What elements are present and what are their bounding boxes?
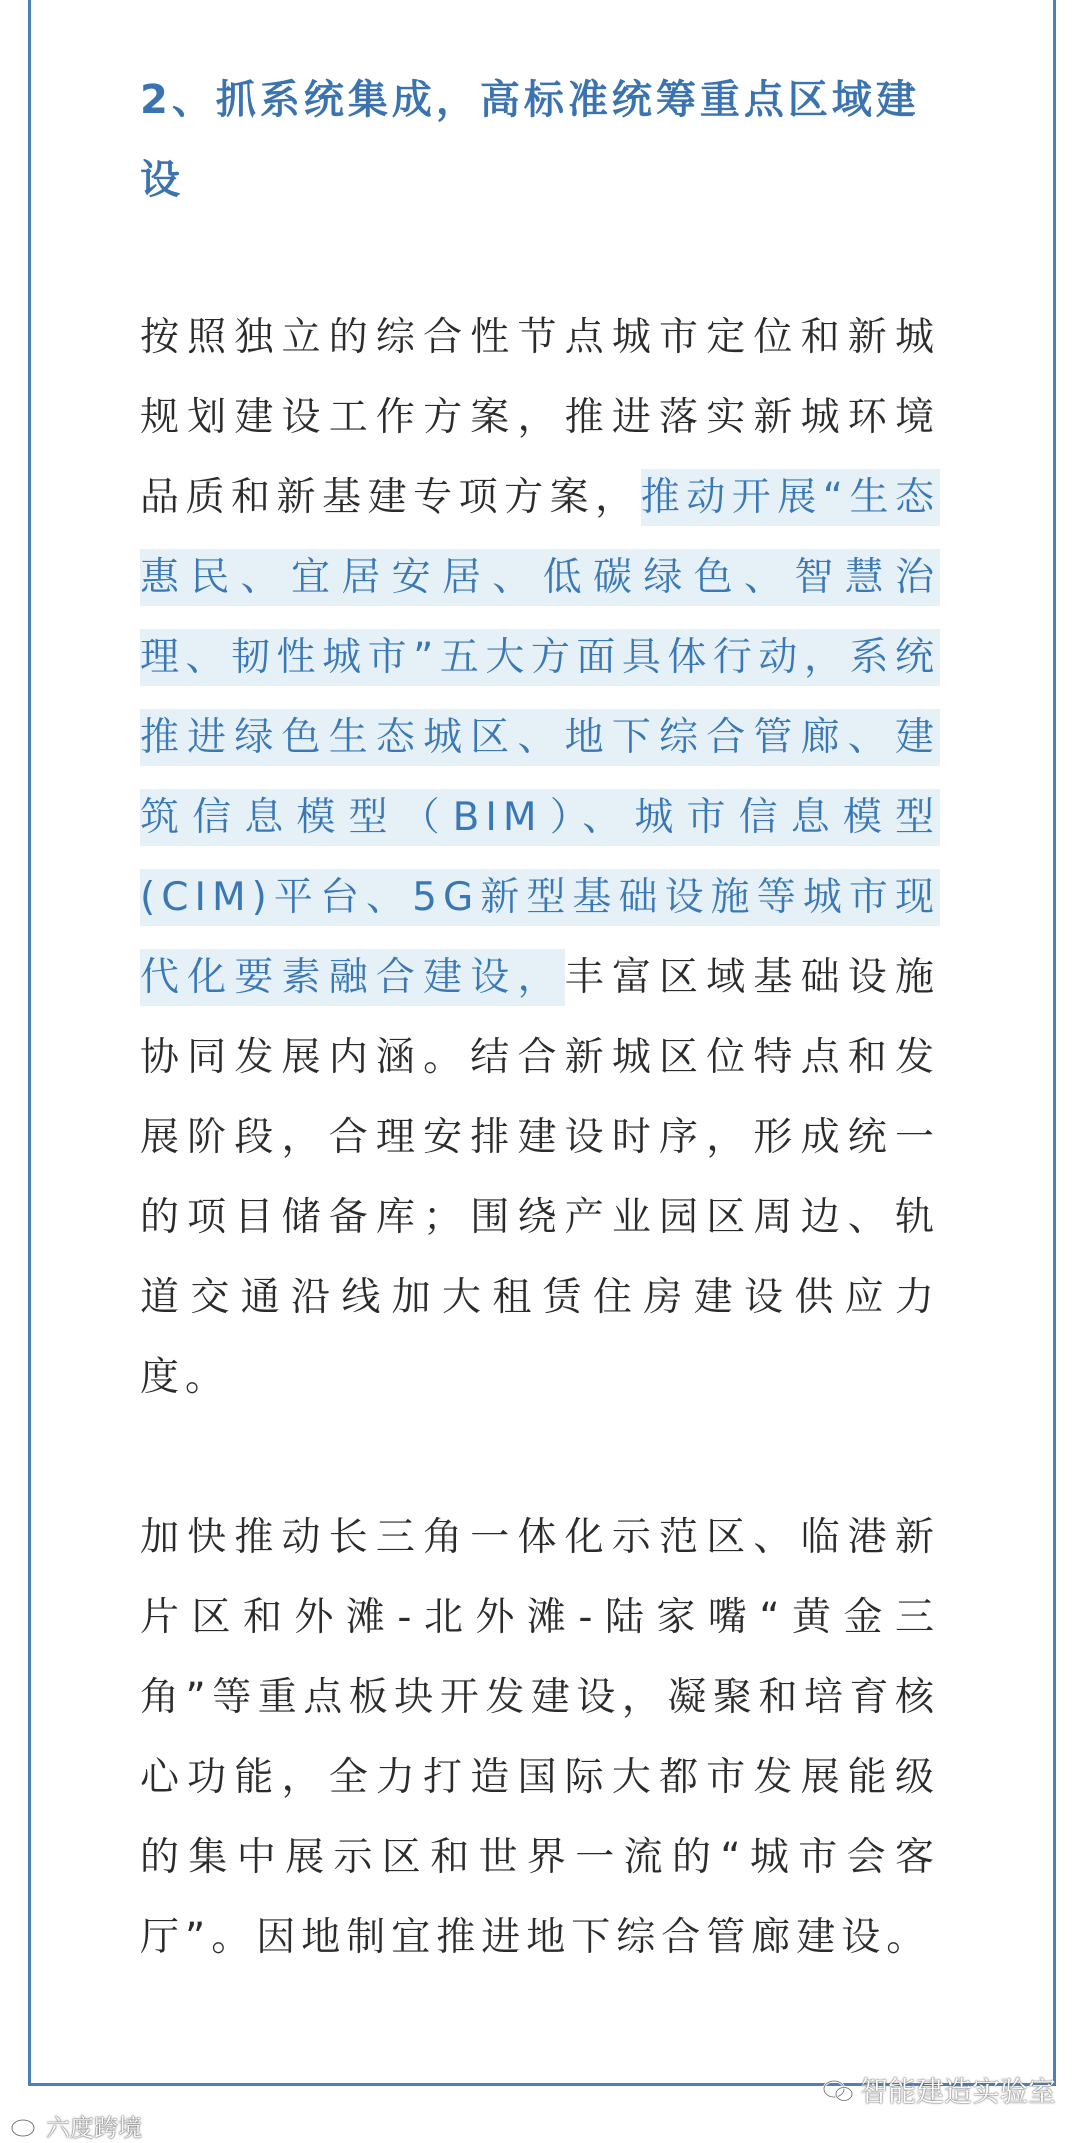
watermark-right	[822, 2070, 1056, 2110]
watermark-left-text: 六度跨境	[46, 2114, 142, 2142]
watermark-right-text: 智能建造实验室	[859, 2075, 1056, 2108]
paragraph-2: 加快推动长三角一体化示范区、临港新片区和外滩-北外滩-陆家嘴“黄金三角”等重点板块开发建设，凝聚和培育核心功能，全力打造国际大都市发展能级的集中展示区和世界一流的“城市会客厅”。因地制宜推进地下综合管廊建设。	[140, 1515, 940, 1960]
watermark-left	[10, 2108, 142, 2143]
wechat-icon	[822, 2079, 852, 2101]
paragraph-1-text-after: 丰富区域基础设施协同发展内涵。结合新城区位特点和发展阶段，合理安排建设时序，形成统一的项目储备库；围绕产业园区周边、轨道交通沿线加大租赁住房建设供应力度。	[140, 955, 940, 1400]
paragraph-1-highlight: 推动开展“生态惠民、宜居安居、低碳绿色、智慧治理、韧性城市”五大方面具体行动，系统推进绿色生态城区、地下综合管廊、建筑信息模型（BIM）、城市信息模型(CIM)平台、5G新型基础设施等城市现代化要素融合建设，	[140, 469, 940, 1006]
paragraph-1-text: 按照独立的综合性节点城市定位和新城规划建设工作方案，推进落实新城环境品质和新基建专项方案，	[140, 315, 940, 520]
paragraph-1	[140, 298, 940, 1418]
article-content	[140, 60, 940, 1978]
section-heading: 2、抓系统集成，高标准统筹重点区域建设	[140, 77, 920, 203]
weibo-icon	[10, 2115, 40, 2137]
